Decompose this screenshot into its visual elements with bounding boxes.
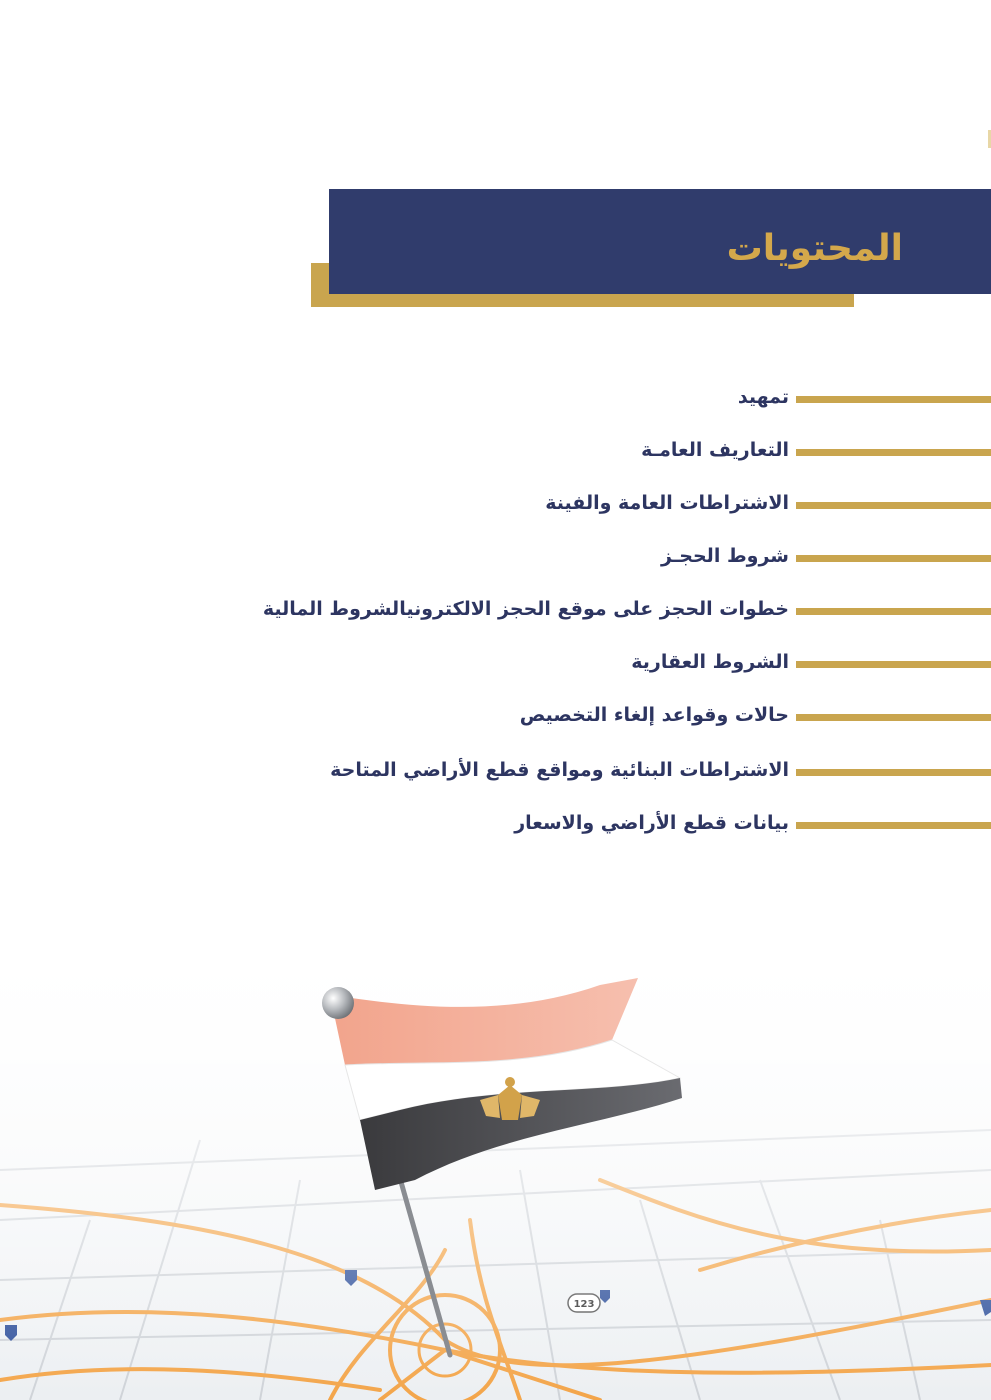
toc-bullet-line [796, 769, 991, 776]
toc-item[interactable] [0, 488, 991, 518]
toc-item[interactable] [0, 382, 991, 412]
page-title: المحتويات [726, 228, 903, 269]
toc-item[interactable] [0, 808, 991, 838]
toc-bullet-line [796, 502, 991, 509]
toc-bullet-line [796, 661, 991, 668]
toc-item-label: تمهيد [737, 386, 789, 408]
map-illustration [0, 920, 991, 1400]
toc-bullet-line [796, 555, 991, 562]
toc-bullet-line [796, 822, 991, 829]
toc-item-label: شروط الحجـز [660, 545, 789, 567]
toc-item[interactable] [0, 647, 991, 677]
toc-item[interactable] [0, 435, 991, 465]
toc-item-label: خطوات الحجز على موقع الحجز الالكترونيالشروط المالية [262, 598, 789, 620]
toc-item[interactable] [0, 594, 991, 624]
toc-item-label: الاشتراطات البنائية ومواقع قطع الأراضي المتاحة [330, 759, 789, 781]
toc-item-label: التعاريف العامـة [641, 439, 789, 461]
toc-item-label: الشروط العقارية [631, 651, 789, 673]
toc-item-label: الاشتراطات العامة والفينة [545, 492, 789, 514]
toc-item[interactable] [0, 700, 991, 730]
toc-bullet-line [796, 608, 991, 615]
toc-item-label: حالات وقواعد إلغاء التخصيص [519, 704, 789, 726]
toc-bullet-line [796, 396, 991, 403]
toc-bullet-line [796, 714, 991, 721]
toc-item-label: بيانات قطع الأراضي والاسعار [514, 812, 789, 834]
toc-item[interactable] [0, 541, 991, 571]
pin-head [322, 987, 354, 1019]
toc-bullet-line [796, 449, 991, 456]
toc-item[interactable] [0, 755, 991, 785]
map-fade-overlay [0, 920, 991, 1400]
